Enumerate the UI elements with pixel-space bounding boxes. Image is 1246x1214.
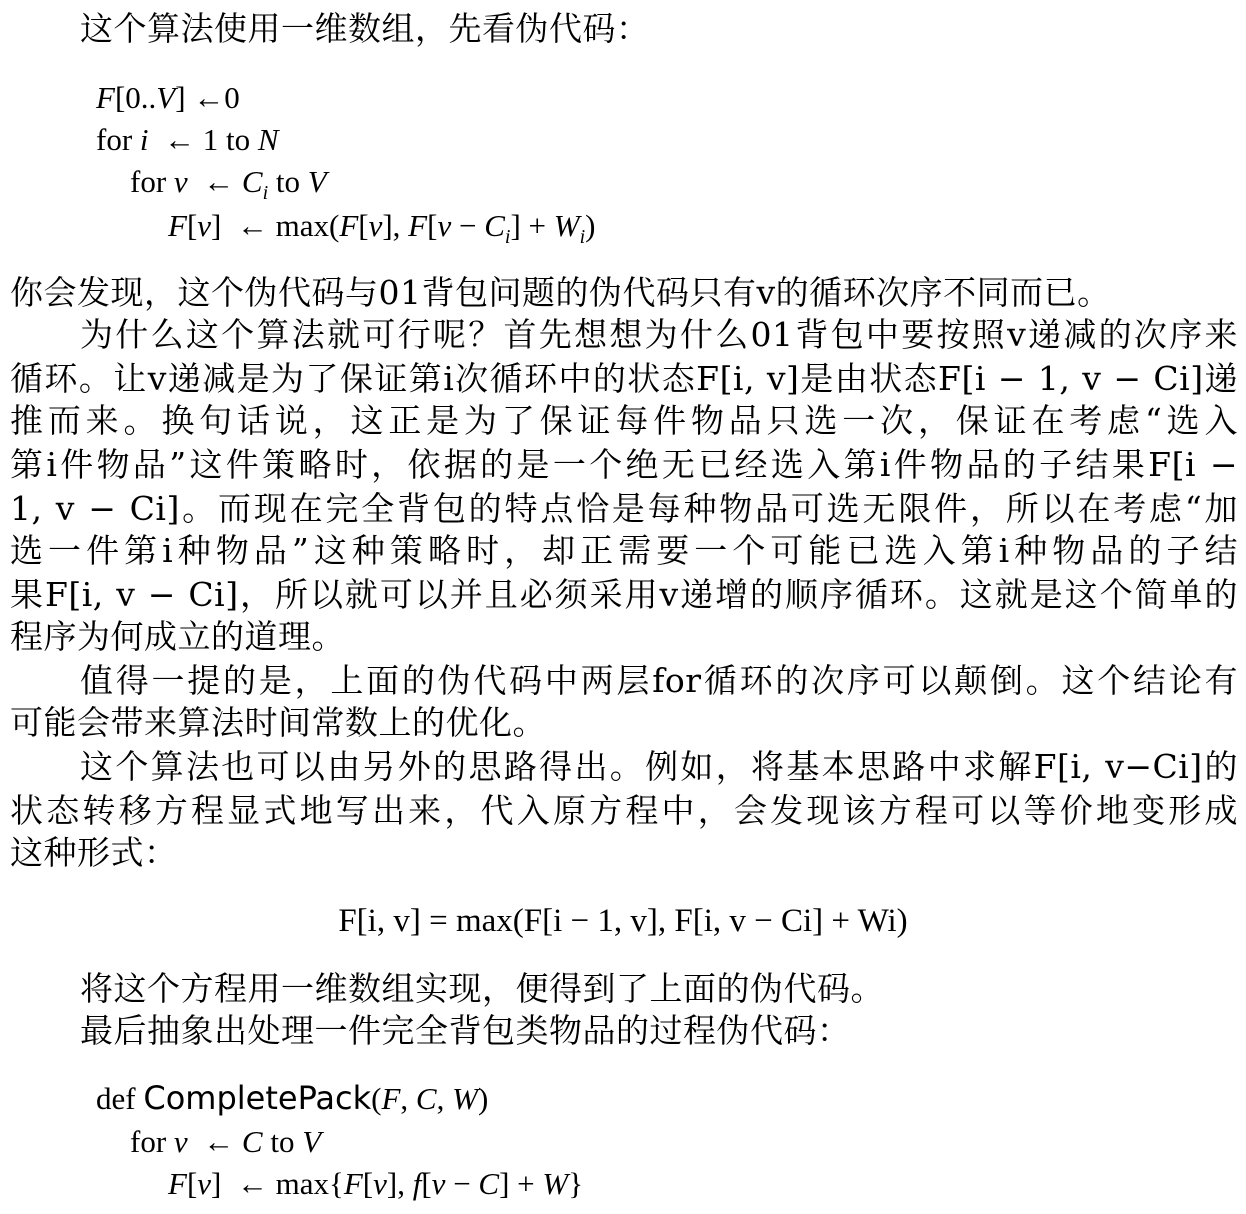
intro-text: 这个算法使用一维数组，先看伪代码： [80,9,650,48]
paragraph-1: 你会发现，这个伪代码与01背包问题的伪代码只有v的循环次序不同而已。 [10,273,1111,312]
pseudocode-line: def CompletePack(F, C, W) [96,1079,489,1117]
display-equation: F[i, v] = max(F[i − 1, v], F[i, v − Ci] + Wi) [338,903,908,939]
pseudocode-line: for v ← C to V [130,1124,322,1159]
paragraph-line: 为什么这个算法就可行呢？首先想想为什么01背包中要按照v递减的次序来 [80,315,1238,354]
pseudocode-line: for i ← 1 to N [96,122,279,157]
paragraph-line: 果F[i, v − Ci]，所以就可以并且必须采用v递增的顺序循环。这就是这个简单的 [10,575,1238,614]
paragraph-line: 这种形式： [10,833,178,872]
after-equation-line: 最后抽象出处理一件完全背包类物品的过程伪代码： [80,1011,851,1050]
paragraph-line: 程序为何成立的道理。 [10,617,345,656]
after-equation-line: 将这个方程用一维数组实现，便得到了上面的伪代码。 [80,969,884,1008]
paragraph-line: 推而来。换句话说，这正是为了保证每件物品只选一次，保证在考虑“选入 [10,401,1238,440]
paragraph-line: 这个算法也可以由另外的思路得出。例如，将基本思路中求解F[i, v−Ci]的 [80,747,1238,786]
paragraph-line: 循环。让v递减是为了保证第i次循环中的状态F[i, v]是由状态F[i − 1, v − Ci]递 [10,359,1238,398]
paragraph-line: 选一件第i种物品”这种策略时，却正需要一个可能已选入第i种物品的子结 [10,531,1238,570]
paragraph-line: 1, v − Ci]。而现在完全背包的特点恰是每种物品可选无限件，所以在考虑“加 [10,489,1238,528]
pseudocode-line: F[v] ← max{F[v], f[v − C] + W} [168,1166,584,1201]
paragraph-line: 值得一提的是，上面的伪代码中两层for循环的次序可以颠倒。这个结论有 [80,661,1238,700]
paragraph-line: 可能会带来算法时间常数上的优化。 [10,703,546,742]
paragraph-line: 状态转移方程显式地写出来，代入原方程中，会发现该方程可以等价地变形成 [10,791,1238,830]
pseudocode-line: F[v] ← max(F[v], $F[v - C_i] + W_i$) [168,208,596,249]
paragraph-line: 第i件物品”这件策略时，依据的是一个绝无已经选入第i件物品的子结果F[i − [10,445,1238,484]
pseudocode-line: for v ← $C_i$ to V [130,164,327,205]
pseudocode-line: F[0..V] ←0 [96,80,240,115]
